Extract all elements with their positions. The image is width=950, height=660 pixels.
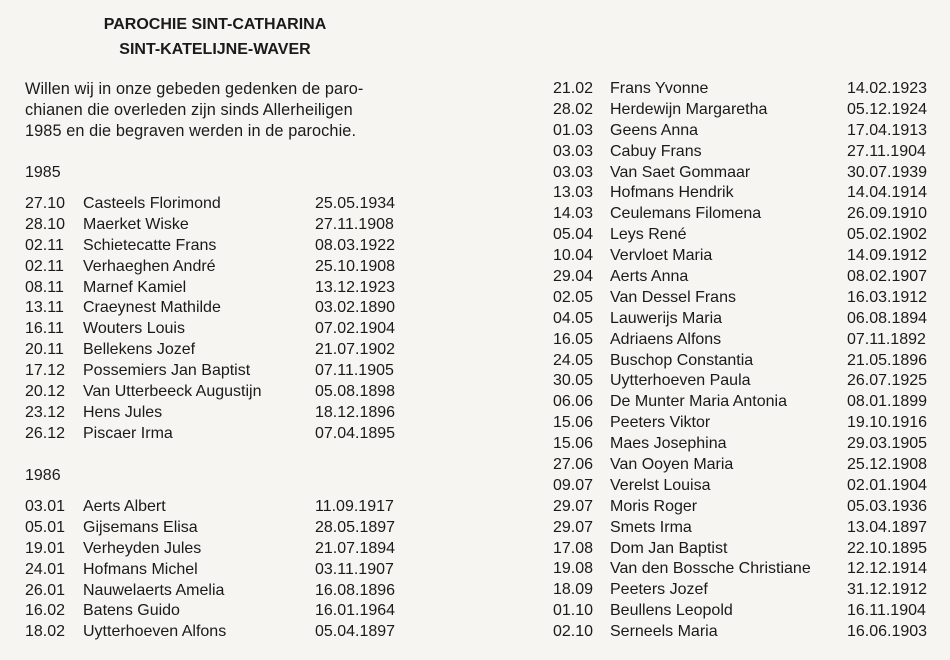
list-item (25, 194, 410, 215)
list-item (553, 267, 938, 288)
deceased-name: Buschop Constantia (610, 351, 754, 369)
birth-date: 05.03.1936 (847, 497, 928, 515)
list-item (25, 539, 410, 560)
birth-date: 30.07.1939 (847, 163, 928, 181)
birth-date: 05.02.1902 (847, 226, 928, 244)
deceased-name: Uytterhoeven Alfons (83, 623, 227, 641)
deceased-name: Schietecatte Frans (83, 236, 217, 254)
burial-date: 28.10 (25, 215, 66, 233)
birth-date: 03.11.1907 (315, 560, 394, 578)
list-item (25, 403, 410, 424)
list-continued (553, 79, 938, 643)
burial-date: 15.06 (553, 414, 594, 432)
deceased-name: Piscaer Irma (83, 424, 173, 442)
burial-date: 09.07 (553, 476, 594, 494)
deceased-name: De Munter Maria Antonia (610, 393, 787, 411)
list-item (25, 382, 410, 403)
birth-date: 03.02.1890 (315, 299, 396, 317)
birth-date: 08.03.1922 (315, 236, 396, 254)
burial-date: 20.12 (25, 383, 66, 401)
burial-date: 02.11 (25, 236, 64, 254)
intro-paragraph (25, 79, 415, 142)
burial-date: 19.08 (553, 560, 594, 578)
burial-date: 17.12 (25, 362, 66, 380)
birth-date: 16.08.1896 (315, 581, 396, 599)
list-item (25, 340, 410, 361)
list-item (553, 559, 938, 580)
list-item (25, 215, 410, 236)
deceased-name: Van Utterbeeck Augustijn (83, 383, 262, 401)
burial-date: 03.03 (553, 163, 594, 181)
list-item (553, 601, 938, 622)
list-1986 (25, 497, 410, 643)
birth-date: 06.08.1894 (847, 309, 928, 327)
burial-date: 26.01 (25, 581, 66, 599)
intro-line: 1985 en die begraven werden in de parochie. (25, 122, 357, 140)
deceased-name: Craeynest Mathilde (83, 299, 221, 317)
deceased-name: Hens Jules (83, 403, 163, 421)
list-item (25, 278, 410, 299)
birth-date: 21.05.1896 (847, 351, 928, 369)
birth-date: 27.11.1908 (315, 215, 394, 233)
birth-date: 16.01.1964 (315, 602, 396, 620)
list-item (553, 79, 938, 100)
deceased-name: Van Ooyen Maria (610, 456, 734, 474)
list-item (553, 351, 938, 372)
list-item (553, 142, 938, 163)
birth-date: 31.12.1912 (847, 581, 928, 599)
parish-town: SINT-KATELIJNE-WAVER (119, 41, 311, 58)
intro-line: chianen die overleden zijn sinds Allerheiligen (25, 101, 353, 119)
list-item (553, 392, 938, 413)
birth-date: 29.03.1905 (847, 435, 928, 453)
birth-date: 16.06.1903 (847, 623, 928, 641)
list-item (553, 455, 938, 476)
birth-date: 26.09.1910 (847, 205, 928, 223)
deceased-name: Gijsemans Elisa (83, 518, 198, 536)
burial-date: 04.05 (553, 309, 594, 327)
burial-date: 02.11 (25, 257, 64, 275)
list-item (25, 497, 410, 518)
burial-date: 24.01 (25, 560, 66, 578)
list-item (25, 298, 410, 319)
burial-date: 18.09 (553, 581, 594, 599)
deceased-name: Peeters Viktor (610, 414, 711, 432)
list-item (553, 622, 938, 643)
list-item (553, 225, 938, 246)
burial-date: 16.05 (553, 330, 594, 348)
deceased-name: Wouters Louis (83, 320, 185, 338)
deceased-name: Van Dessel Frans (610, 288, 736, 306)
burial-date: 03.03 (553, 142, 594, 160)
list-item (25, 622, 410, 643)
burial-date: 29.07 (553, 497, 594, 515)
deceased-name: Hofmans Hendrik (610, 184, 734, 202)
document-header (0, 12, 430, 62)
list-item (553, 434, 938, 455)
burial-date: 16.11 (25, 320, 64, 338)
deceased-name: Leys René (610, 226, 687, 244)
burial-date: 27.06 (553, 456, 594, 474)
birth-date: 18.12.1896 (315, 403, 396, 421)
birth-date: 05.08.1898 (315, 383, 396, 401)
burial-date: 29.04 (553, 268, 594, 286)
deceased-name: Adriaens Alfons (610, 330, 722, 348)
burial-date: 03.01 (25, 498, 66, 515)
burial-date: 10.04 (553, 247, 594, 265)
deceased-name: Marnef Kamiel (83, 278, 187, 296)
birth-date: 13.12.1923 (315, 278, 396, 296)
deceased-name: Verelst Louisa (610, 476, 711, 494)
list-item (553, 413, 938, 434)
deceased-name: Verhaeghen André (83, 257, 216, 275)
birth-date: 11.09.1917 (315, 498, 394, 515)
deceased-name: Van den Bossche Christiane (610, 560, 811, 578)
deceased-name: Peeters Jozef (610, 581, 708, 599)
burial-date: 02.10 (553, 623, 594, 641)
list-item (553, 476, 938, 497)
burial-date: 05.01 (25, 518, 66, 536)
birth-date: 07.02.1904 (315, 320, 396, 338)
deceased-name: Cabuy Frans (610, 142, 702, 160)
list-item (25, 361, 410, 382)
birth-date: 02.01.1904 (847, 476, 928, 494)
deceased-name: Verheyden Jules (83, 539, 202, 557)
burial-date: 15.06 (553, 435, 594, 453)
burial-date: 30.05 (553, 372, 594, 390)
birth-date: 26.07.1925 (847, 372, 928, 390)
list-item (553, 204, 938, 225)
list-item (25, 257, 410, 278)
deceased-name: Geens Anna (610, 121, 699, 139)
burial-date: 06.06 (553, 393, 594, 411)
deceased-name: Nauwelaerts Amelia (83, 581, 225, 599)
burial-date: 13.03 (553, 184, 594, 202)
list-item (25, 319, 410, 340)
list-item (553, 580, 938, 601)
birth-date: 16.11.1904 (847, 602, 926, 620)
birth-date: 27.11.1904 (847, 142, 926, 160)
birth-date: 12.12.1914 (847, 560, 928, 578)
deceased-name: Aerts Albert (83, 498, 166, 515)
deceased-name: Bellekens Jozef (83, 341, 196, 359)
birth-date: 14.04.1914 (847, 184, 928, 202)
deceased-name: Hofmans Michel (83, 560, 198, 578)
birth-date: 08.01.1899 (847, 393, 928, 411)
deceased-name: Maerket Wiske (83, 215, 189, 233)
birth-date: 28.05.1897 (315, 518, 396, 536)
burial-date: 13.11 (25, 299, 64, 317)
deceased-name: Moris Roger (610, 497, 698, 515)
deceased-name: Beullens Leopold (610, 602, 733, 620)
deceased-name: Uytterhoeven Paula (610, 372, 751, 390)
birth-date: 14.09.1912 (847, 247, 928, 265)
burial-date: 20.11 (25, 341, 64, 359)
birth-date: 05.04.1897 (315, 623, 396, 641)
birth-date: 16.03.1912 (847, 288, 928, 306)
list-item (25, 560, 410, 581)
deceased-name: Batens Guido (83, 602, 180, 620)
birth-date: 17.04.1913 (847, 121, 928, 139)
list-item (553, 121, 938, 142)
burial-date: 05.04 (553, 226, 594, 244)
burial-date: 02.05 (553, 288, 594, 306)
list-item (553, 183, 938, 204)
deceased-name: Ceulemans Filomena (610, 205, 762, 223)
birth-date: 21.07.1902 (315, 341, 396, 359)
birth-date: 07.11.1905 (315, 362, 394, 380)
birth-date: 07.04.1895 (315, 424, 396, 442)
year-heading-1986: 1986 (25, 467, 61, 484)
burial-date: 01.10 (553, 602, 594, 620)
birth-date: 14.02.1923 (847, 80, 928, 97)
list-item (553, 246, 938, 267)
list-item (25, 581, 410, 602)
deceased-name: Dom Jan Baptist (610, 539, 728, 557)
list-item (553, 163, 938, 184)
burial-date: 21.02 (553, 80, 594, 97)
deceased-name: Herdewijn Margaretha (610, 100, 768, 118)
deceased-name: Aerts Anna (610, 268, 689, 286)
list-item (553, 497, 938, 518)
birth-date: 13.04.1897 (847, 518, 928, 536)
list-item (553, 518, 938, 539)
burial-date: 18.02 (25, 623, 66, 641)
deceased-name: Casteels Florimond (83, 195, 221, 212)
birth-date: 05.12.1924 (847, 100, 928, 118)
list-item (553, 100, 938, 121)
deceased-name: Van Saet Gommaar (610, 163, 751, 181)
list-1985 (25, 194, 410, 445)
birth-date: 25.12.1908 (847, 456, 928, 474)
list-item (553, 288, 938, 309)
burial-date: 27.10 (25, 195, 66, 212)
deceased-name: Lauwerijs Maria (610, 309, 723, 327)
burial-date: 14.03 (553, 205, 594, 223)
list-item (553, 309, 938, 330)
burial-date: 17.08 (553, 539, 594, 557)
birth-date: 08.02.1907 (847, 268, 928, 286)
deceased-name: Smets Irma (610, 518, 692, 536)
list-item (25, 236, 410, 257)
birth-date: 25.05.1934 (315, 195, 396, 212)
burial-date: 28.02 (553, 100, 594, 118)
deceased-name: Frans Yvonne (610, 80, 709, 97)
intro-line: Willen wij in onze gebeden gedenken de paro- (25, 80, 364, 98)
burial-date: 29.07 (553, 518, 594, 536)
list-item (25, 601, 410, 622)
birth-date: 22.10.1895 (847, 539, 928, 557)
deceased-name: Vervloet Maria (610, 247, 713, 265)
deceased-name: Possemiers Jan Baptist (83, 362, 251, 380)
year-heading-1985: 1985 (25, 164, 61, 181)
burial-date: 19.01 (25, 539, 66, 557)
birth-date: 25.10.1908 (315, 257, 396, 275)
birth-date: 21.07.1894 (315, 539, 396, 557)
deceased-name: Maes Josephina (610, 435, 727, 453)
burial-date: 01.03 (553, 121, 594, 139)
deceased-name: Serneels Maria (610, 623, 718, 641)
birth-date: 07.11.1892 (847, 330, 926, 348)
list-item (553, 371, 938, 392)
parish-name: PAROCHIE SINT-CATHARINA (103, 16, 327, 33)
burial-date: 26.12 (25, 424, 66, 442)
list-item (553, 539, 938, 560)
burial-date: 16.02 (25, 602, 66, 620)
list-item (553, 330, 938, 351)
birth-date: 19.10.1916 (847, 414, 928, 432)
burial-date: 24.05 (553, 351, 594, 369)
burial-date: 08.11 (25, 278, 64, 296)
burial-date: 23.12 (25, 403, 66, 421)
list-item (25, 518, 410, 539)
list-item (25, 424, 410, 445)
